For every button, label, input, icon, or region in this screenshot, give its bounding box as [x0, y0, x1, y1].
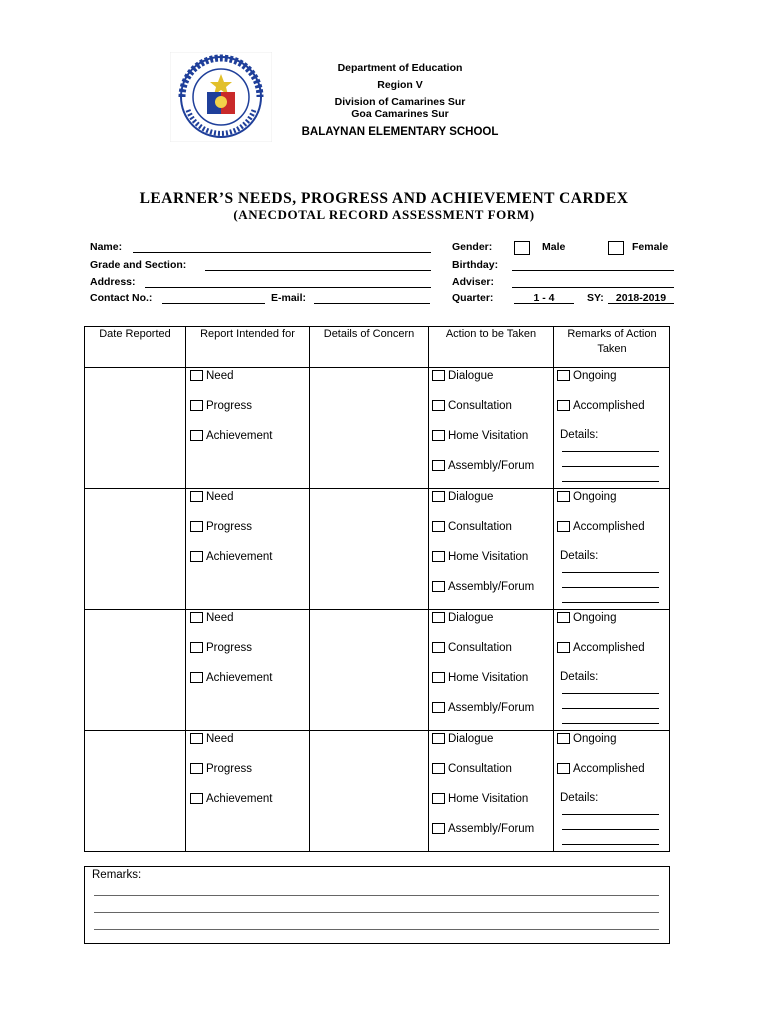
checkbox[interactable] — [190, 400, 203, 411]
remarks-box — [84, 866, 670, 944]
row-divider — [84, 367, 670, 368]
checkbox[interactable] — [557, 733, 570, 744]
option-consultation[interactable] — [432, 762, 512, 776]
details-line[interactable] — [562, 466, 659, 467]
name-label: Name: — [90, 241, 123, 253]
details-label: Details: — [560, 792, 599, 804]
option-label: Ongoing — [573, 370, 617, 382]
option-label: Achievement — [206, 793, 273, 805]
option-label: Consultation — [448, 763, 512, 775]
form-title: LEARNER’S NEEDS, PROGRESS AND ACHIEVEMENT CARDEX — [139, 190, 629, 207]
details-line[interactable] — [562, 481, 659, 482]
header-date-reported: Date Reported — [99, 328, 171, 340]
grade-section-field[interactable] — [205, 270, 431, 271]
row-divider — [84, 609, 670, 610]
option-dialogue[interactable] — [432, 369, 493, 383]
checkbox[interactable] — [557, 612, 570, 623]
address-label: Address: — [90, 276, 136, 288]
checkbox[interactable] — [190, 612, 203, 623]
name-field[interactable] — [133, 252, 431, 253]
checkbox[interactable] — [432, 400, 445, 411]
female-checkbox[interactable] — [608, 241, 624, 255]
option-dialogue[interactable] — [432, 611, 493, 625]
school-name: BALAYNAN ELEMENTARY SCHOOL — [301, 126, 499, 138]
option-assembly-forum[interactable] — [432, 701, 534, 715]
email-field[interactable] — [314, 303, 430, 304]
checkbox[interactable] — [432, 612, 445, 623]
row-divider — [84, 730, 670, 731]
option-label: Achievement — [206, 672, 273, 684]
adviser-label: Adviser: — [452, 276, 495, 288]
checkbox[interactable] — [557, 400, 570, 411]
contact-label: Contact No.: — [90, 292, 153, 304]
details-line[interactable] — [562, 572, 659, 573]
option-ongoing[interactable] — [557, 490, 616, 504]
option-accomplished[interactable] — [557, 641, 645, 655]
row-divider — [84, 488, 670, 489]
option-progress[interactable] — [190, 399, 252, 413]
checkbox[interactable] — [432, 581, 445, 592]
remarks-line[interactable] — [94, 912, 659, 913]
option-label: Progress — [206, 642, 253, 654]
column-divider — [553, 326, 554, 852]
option-achievement[interactable] — [190, 429, 272, 443]
option-accomplished[interactable] — [557, 520, 645, 534]
details-label: Details: — [560, 550, 599, 562]
option-dialogue[interactable] — [432, 732, 493, 746]
column-divider — [428, 326, 429, 852]
checkbox[interactable] — [557, 521, 570, 532]
option-assembly-forum[interactable] — [432, 459, 534, 473]
email-label: E-mail: — [271, 292, 307, 304]
remarks-line[interactable] — [94, 895, 659, 896]
option-label: Dialogue — [448, 612, 494, 624]
option-home-visitation[interactable] — [432, 550, 528, 564]
option-label: Achievement — [206, 551, 273, 563]
details-label: Details: — [560, 429, 599, 441]
checkbox[interactable] — [557, 763, 570, 774]
option-ongoing[interactable] — [557, 732, 616, 746]
option-label: Consultation — [448, 642, 512, 654]
option-label: Need — [206, 370, 234, 382]
option-label: Dialogue — [448, 491, 494, 503]
option-label: Need — [206, 733, 234, 745]
option-label: Home Visitation — [448, 551, 529, 563]
checkbox[interactable] — [432, 733, 445, 744]
header-action-to-be-taken: Action to be Taken — [445, 328, 537, 340]
adviser-field[interactable] — [512, 287, 674, 288]
checkbox[interactable] — [432, 491, 445, 502]
details-line[interactable] — [562, 708, 659, 709]
form-subtitle: (ANECDOTAL RECORD ASSESSMENT FORM) — [233, 207, 535, 222]
option-home-visitation[interactable] — [432, 792, 528, 806]
details-line[interactable] — [562, 693, 659, 694]
option-assembly-forum[interactable] — [432, 580, 534, 594]
option-dialogue[interactable] — [432, 490, 493, 504]
location: Goa Camarines Sur — [351, 108, 449, 120]
header-details-of-concern: Details of Concern — [323, 328, 415, 340]
checkbox[interactable] — [432, 672, 445, 683]
option-ongoing[interactable] — [557, 369, 616, 383]
checkbox[interactable] — [190, 430, 203, 441]
option-label: Assembly/Forum — [448, 581, 535, 593]
remarks-line[interactable] — [94, 929, 659, 930]
option-label: Home Visitation — [448, 672, 529, 684]
option-accomplished[interactable] — [557, 762, 645, 776]
option-label: Progress — [206, 400, 253, 412]
option-need[interactable] — [190, 732, 234, 746]
details-line[interactable] — [562, 587, 659, 588]
male-checkbox[interactable] — [514, 241, 530, 255]
checkbox[interactable] — [190, 642, 203, 653]
sy-label: SY: — [587, 292, 604, 304]
details-line[interactable] — [562, 844, 659, 845]
division: Division of Camarines Sur — [334, 96, 466, 108]
option-label: Ongoing — [573, 733, 617, 745]
option-label: Ongoing — [573, 491, 617, 503]
option-label: Assembly/Forum — [448, 460, 535, 472]
checkbox[interactable] — [557, 370, 570, 381]
option-consultation[interactable] — [432, 641, 512, 655]
option-home-visitation[interactable] — [432, 671, 528, 685]
checkbox[interactable] — [432, 521, 445, 532]
option-label: Progress — [206, 763, 253, 775]
checkbox[interactable] — [432, 370, 445, 381]
option-label: Need — [206, 491, 234, 503]
option-progress[interactable] — [190, 641, 252, 655]
checkbox[interactable] — [432, 642, 445, 653]
checkbox[interactable] — [190, 672, 203, 683]
option-achievement[interactable] — [190, 550, 272, 564]
checkbox[interactable] — [190, 521, 203, 532]
details-line[interactable] — [562, 723, 659, 724]
checkbox[interactable] — [190, 793, 203, 804]
checkbox[interactable] — [190, 370, 203, 381]
option-need[interactable] — [190, 490, 234, 504]
details-line[interactable] — [562, 814, 659, 815]
remarks-label: Remarks: — [92, 869, 142, 881]
checkbox[interactable] — [432, 793, 445, 804]
option-label: Assembly/Forum — [448, 702, 535, 714]
sy-value: 2018-2019 — [615, 292, 667, 304]
option-label: Home Visitation — [448, 793, 529, 805]
option-consultation[interactable] — [432, 399, 512, 413]
checkbox[interactable] — [432, 823, 445, 834]
option-accomplished[interactable] — [557, 399, 645, 413]
option-ongoing[interactable] — [557, 611, 616, 625]
option-label: Ongoing — [573, 612, 617, 624]
option-label: Assembly/Forum — [448, 823, 535, 835]
option-progress[interactable] — [190, 520, 252, 534]
option-label: Home Visitation — [448, 430, 529, 442]
option-label: Accomplished — [573, 400, 645, 412]
region: Region V — [377, 79, 423, 91]
checkbox[interactable] — [432, 702, 445, 713]
birthday-field[interactable] — [512, 270, 674, 271]
option-label: Progress — [206, 521, 253, 533]
option-label: Dialogue — [448, 370, 494, 382]
sy-underline — [608, 303, 674, 304]
department-name: Department of Education — [337, 62, 463, 74]
option-label: Accomplished — [573, 642, 645, 654]
details-label: Details: — [560, 671, 599, 683]
option-need[interactable] — [190, 611, 234, 625]
quarter-value: 1 - 4 — [533, 292, 555, 304]
header-remarks-of-action-taken: Remarks of Action Taken — [567, 328, 657, 355]
header-report-intended-for: Report Intended for — [200, 328, 295, 340]
quarter-label: Quarter: — [452, 292, 494, 304]
option-label: Consultation — [448, 521, 512, 533]
checkbox[interactable] — [432, 430, 445, 441]
option-achievement[interactable] — [190, 671, 272, 685]
female-label: Female — [632, 241, 669, 253]
checkbox[interactable] — [190, 763, 203, 774]
option-label: Accomplished — [573, 763, 645, 775]
contact-field[interactable] — [162, 303, 265, 304]
quarter-underline — [514, 303, 574, 304]
option-consultation[interactable] — [432, 520, 512, 534]
column-divider — [309, 326, 310, 852]
option-home-visitation[interactable] — [432, 429, 528, 443]
checkbox[interactable] — [557, 642, 570, 653]
details-line[interactable] — [562, 829, 659, 830]
option-label: Dialogue — [448, 733, 494, 745]
option-progress[interactable] — [190, 762, 252, 776]
birthday-label: Birthday: — [452, 259, 499, 271]
details-line[interactable] — [562, 602, 659, 603]
option-label: Consultation — [448, 400, 512, 412]
checkbox[interactable] — [432, 763, 445, 774]
option-label: Accomplished — [573, 521, 645, 533]
option-label: Achievement — [206, 430, 273, 442]
option-need[interactable] — [190, 369, 234, 383]
option-achievement[interactable] — [190, 792, 272, 806]
checkbox[interactable] — [190, 551, 203, 562]
column-divider — [185, 326, 186, 852]
checkbox[interactable] — [190, 733, 203, 744]
gender-label: Gender: — [452, 241, 493, 253]
option-assembly-forum[interactable] — [432, 822, 534, 836]
male-label: Male — [542, 241, 566, 253]
checkbox[interactable] — [557, 491, 570, 502]
details-line[interactable] — [562, 451, 659, 452]
checkbox[interactable] — [432, 551, 445, 562]
checkbox[interactable] — [190, 491, 203, 502]
deped-seal-logo — [170, 52, 272, 142]
address-field[interactable] — [145, 287, 431, 288]
checkbox[interactable] — [432, 460, 445, 471]
grade-section-label: Grade and Section: — [90, 259, 187, 271]
option-label: Need — [206, 612, 234, 624]
